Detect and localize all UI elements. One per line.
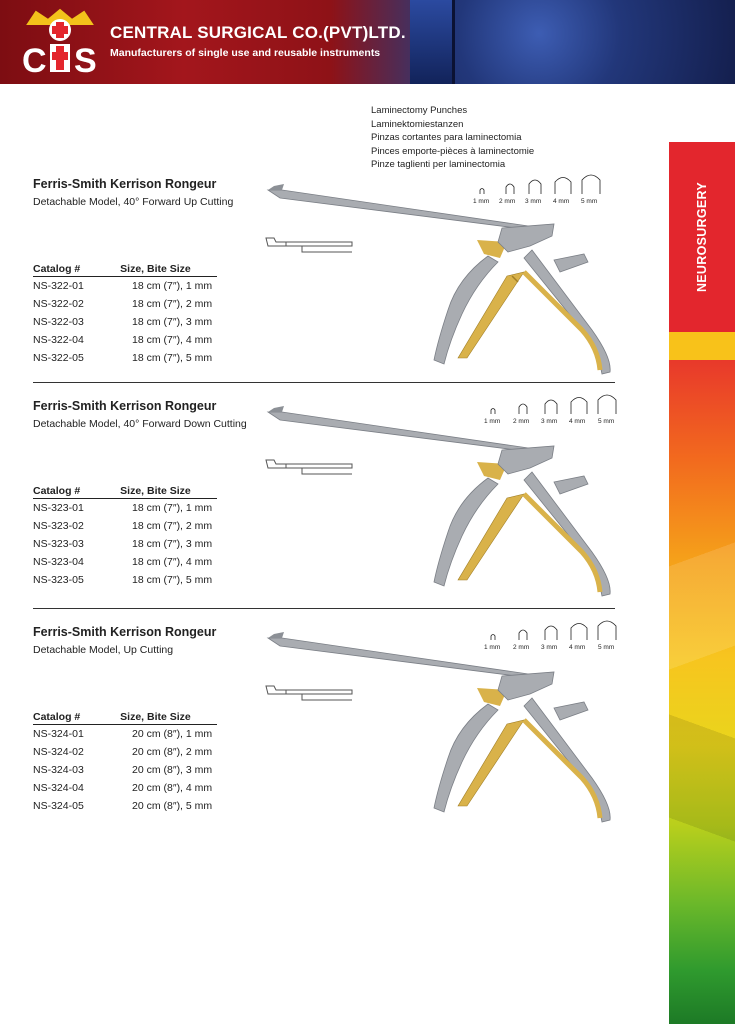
side-band-decoration xyxy=(669,360,735,1024)
table-row xyxy=(33,277,242,295)
header-catalog: Catalog # xyxy=(33,711,81,723)
product-title: Ferris-Smith Kerrison Rongeur xyxy=(33,625,217,639)
category-label-text: NEUROSURGERY xyxy=(695,181,710,293)
header-catalog: Catalog # xyxy=(33,485,81,497)
table-row xyxy=(33,743,242,761)
size-label: 1 mm xyxy=(484,644,501,651)
catalog-number: NS-323-04 xyxy=(33,556,84,568)
catalog-number: NS-323-02 xyxy=(33,520,84,532)
size-value: 20 cm (8″), 2 mm xyxy=(132,746,213,758)
size-label: 3 mm xyxy=(525,198,542,205)
catalog-number: NS-322-03 xyxy=(33,316,84,328)
catalog-number: NS-323-05 xyxy=(33,574,84,586)
rongeur-illustration xyxy=(262,402,622,602)
section-divider xyxy=(33,608,615,609)
size-label: 5 mm xyxy=(598,644,615,651)
size-value: 18 cm (7″), 4 mm xyxy=(132,556,213,568)
header-size: Size, Bite Size xyxy=(120,485,191,497)
catalog-number: NS-322-02 xyxy=(33,298,84,310)
catalog-number: NS-323-03 xyxy=(33,538,84,550)
size-value: 20 cm (8″), 5 mm xyxy=(132,800,213,812)
size-label: 1 mm xyxy=(484,418,501,425)
size-label: 2 mm xyxy=(513,418,530,425)
table-row xyxy=(33,331,242,349)
table-row xyxy=(33,517,242,535)
size-label: 4 mm xyxy=(569,418,586,425)
bite-size-indicator xyxy=(462,172,612,206)
catalog-number: NS-323-01 xyxy=(33,502,84,514)
catalog-number: NS-324-02 xyxy=(33,746,84,758)
company-text xyxy=(110,23,406,59)
header-photo-left xyxy=(410,0,455,84)
table-header xyxy=(33,711,217,725)
size-label: 2 mm xyxy=(513,644,530,651)
table-row xyxy=(33,779,242,797)
catalog-number: NS-322-01 xyxy=(33,280,84,292)
size-value: 20 cm (8″), 3 mm xyxy=(132,764,213,776)
company-logo xyxy=(18,8,102,78)
company-name: CENTRAL SURGICAL CO.(PVT)LTD. xyxy=(110,23,406,42)
product-subtitle: Detachable Model, 40° Forward Down Cutting xyxy=(33,418,247,430)
catalog-number: NS-324-05 xyxy=(33,800,84,812)
table-row xyxy=(33,535,242,553)
product-subtitle: Detachable Model, 40° Forward Up Cutting xyxy=(33,196,234,208)
translation-de: Laminektomiestanzen xyxy=(371,118,464,130)
translation-en: Laminectomy Punches xyxy=(371,105,468,116)
side-band-yellow xyxy=(669,332,735,360)
table-row xyxy=(33,553,242,571)
size-label: 3 mm xyxy=(541,644,558,651)
header-photo-right xyxy=(455,0,735,84)
size-value: 18 cm (7″), 3 mm xyxy=(132,316,213,328)
company-tagline: Manufacturers of single use and reusable instruments xyxy=(110,47,381,59)
size-value: 18 cm (7″), 1 mm xyxy=(132,502,213,514)
table-row xyxy=(33,499,242,517)
table-header xyxy=(33,263,217,277)
translation-es: Pinzas cortantes para laminectomia xyxy=(371,132,522,144)
table-row xyxy=(33,571,242,589)
category-label xyxy=(669,142,735,332)
size-label: 3 mm xyxy=(541,418,558,425)
section-divider xyxy=(33,382,615,383)
rongeur-illustration xyxy=(262,628,622,828)
size-value: 18 cm (7″), 5 mm xyxy=(132,574,213,586)
catalog-number: NS-322-05 xyxy=(33,352,84,364)
table-row xyxy=(33,761,242,779)
size-label: 5 mm xyxy=(581,198,598,205)
product-subtitle: Detachable Model, Up Cutting xyxy=(33,644,174,656)
table-row xyxy=(33,725,242,743)
bite-size-indicator xyxy=(476,392,626,426)
table-row xyxy=(33,349,242,367)
size-label: 1 mm xyxy=(473,198,490,205)
product-translations xyxy=(371,104,534,172)
size-value: 20 cm (8″), 1 mm xyxy=(132,728,213,740)
size-label: 4 mm xyxy=(569,644,586,651)
catalog-table xyxy=(33,485,242,589)
translation-fr: Pinces emporte-pièces à laminectomie xyxy=(371,145,535,157)
catalog-number: NS-324-01 xyxy=(33,728,84,740)
bite-size-indicator xyxy=(476,618,626,652)
header-catalog: Catalog # xyxy=(33,263,81,275)
catalog-table xyxy=(33,263,242,367)
product-title: Ferris-Smith Kerrison Rongeur xyxy=(33,399,217,413)
size-value: 18 cm (7″), 3 mm xyxy=(132,538,213,550)
rongeur-illustration xyxy=(262,180,622,380)
size-value: 20 cm (8″), 4 mm xyxy=(132,782,213,794)
size-label: 4 mm xyxy=(553,198,570,205)
svg-text:S: S xyxy=(74,42,97,78)
size-value: 18 cm (7″), 2 mm xyxy=(132,298,213,310)
catalog-number: NS-324-03 xyxy=(33,764,84,776)
catalog-number: NS-324-04 xyxy=(33,782,84,794)
size-value: 18 cm (7″), 4 mm xyxy=(132,334,213,346)
table-row xyxy=(33,313,242,331)
size-label: 5 mm xyxy=(598,418,615,425)
catalog-table xyxy=(33,711,242,815)
header-size: Size, Bite Size xyxy=(120,263,191,275)
size-label: 2 mm xyxy=(499,198,516,205)
size-value: 18 cm (7″), 2 mm xyxy=(132,520,213,532)
table-header xyxy=(33,485,217,499)
size-value: 18 cm (7″), 1 mm xyxy=(132,280,213,292)
table-row xyxy=(33,295,242,313)
product-title: Ferris-Smith Kerrison Rongeur xyxy=(33,177,217,191)
svg-text:C: C xyxy=(22,42,47,78)
translation-it: Pinze taglienti per laminectomia xyxy=(371,159,506,171)
catalog-number: NS-322-04 xyxy=(33,334,84,346)
table-row xyxy=(33,797,242,815)
header-banner xyxy=(0,0,735,84)
size-value: 18 cm (7″), 5 mm xyxy=(132,352,213,364)
header-size: Size, Bite Size xyxy=(120,711,191,723)
